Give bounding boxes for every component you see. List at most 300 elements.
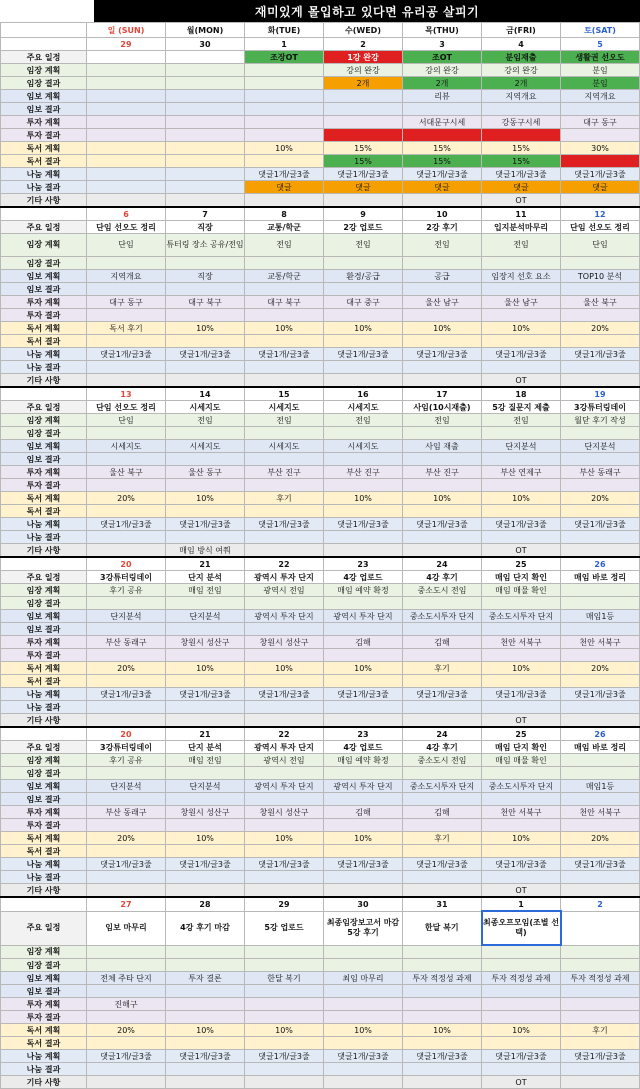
schedule-cell[interactable] — [166, 116, 245, 129]
schedule-cell[interactable] — [245, 767, 324, 780]
schedule-cell[interactable]: 광역시 투자 단지 — [324, 610, 403, 623]
schedule-cell[interactable] — [245, 361, 324, 374]
schedule-cell[interactable]: 15% — [403, 155, 482, 168]
schedule-cell[interactable]: 20% — [561, 832, 640, 845]
schedule-cell[interactable]: 댓글1개/글3줄 — [245, 518, 324, 531]
schedule-cell[interactable]: 댓글 — [561, 181, 640, 194]
schedule-cell[interactable] — [482, 257, 561, 270]
schedule-cell[interactable]: 댓글1개/글3줄 — [482, 348, 561, 361]
schedule-cell[interactable]: 댓글1개/글3줄 — [403, 348, 482, 361]
schedule-cell[interactable] — [403, 505, 482, 518]
schedule-cell[interactable] — [245, 309, 324, 322]
schedule-cell[interactable] — [403, 374, 482, 388]
schedule-cell[interactable] — [324, 1063, 403, 1076]
schedule-cell[interactable] — [166, 194, 245, 208]
schedule-cell[interactable] — [166, 1037, 245, 1050]
schedule-cell[interactable] — [166, 51, 245, 64]
schedule-cell[interactable] — [166, 427, 245, 440]
schedule-cell[interactable]: 전임 — [403, 234, 482, 257]
schedule-cell[interactable]: 대구 중구 — [324, 296, 403, 309]
schedule-cell[interactable]: 울산 북구 — [561, 296, 640, 309]
schedule-cell[interactable]: 10% — [324, 322, 403, 335]
date-cell[interactable]: 14 — [166, 387, 245, 401]
schedule-cell[interactable]: 광역시 전임 — [245, 584, 324, 597]
schedule-cell[interactable]: 임보 마무리 — [87, 911, 166, 945]
schedule-cell[interactable] — [561, 584, 640, 597]
schedule-cell[interactable] — [166, 1076, 245, 1089]
schedule-cell[interactable]: 1강 완강 — [324, 51, 403, 64]
schedule-cell[interactable]: 매임 전임 — [166, 584, 245, 597]
schedule-cell[interactable] — [245, 597, 324, 610]
schedule-cell[interactable]: 댓글1개/글3줄 — [245, 1050, 324, 1063]
schedule-cell[interactable] — [561, 819, 640, 832]
schedule-cell[interactable] — [403, 361, 482, 374]
schedule-cell[interactable] — [482, 335, 561, 348]
schedule-cell[interactable] — [482, 649, 561, 662]
schedule-cell[interactable] — [87, 1076, 166, 1089]
schedule-cell[interactable] — [87, 945, 166, 959]
schedule-cell[interactable] — [561, 374, 640, 388]
schedule-cell[interactable] — [403, 998, 482, 1011]
schedule-cell[interactable] — [87, 129, 166, 142]
schedule-cell[interactable] — [166, 129, 245, 142]
date-cell[interactable]: 1 — [482, 897, 561, 911]
schedule-cell[interactable]: 시세지도 — [324, 440, 403, 453]
date-cell[interactable]: 8 — [245, 207, 324, 221]
schedule-cell[interactable]: 울산 북구 — [87, 466, 166, 479]
schedule-cell[interactable]: 울산 남구 — [482, 296, 561, 309]
date-cell[interactable]: 23 — [324, 727, 403, 741]
schedule-cell[interactable] — [403, 129, 482, 142]
schedule-cell[interactable]: 5강 질문지 제출 — [482, 401, 561, 414]
schedule-cell[interactable] — [324, 531, 403, 544]
schedule-cell[interactable] — [87, 142, 166, 155]
schedule-cell[interactable]: 댓글1개/글3줄 — [166, 348, 245, 361]
schedule-cell[interactable] — [166, 374, 245, 388]
schedule-cell[interactable] — [324, 945, 403, 959]
schedule-cell[interactable]: 댓글 — [245, 181, 324, 194]
schedule-cell[interactable]: 최임 마무리 — [324, 972, 403, 985]
schedule-cell[interactable]: 부산 연제구 — [482, 466, 561, 479]
schedule-cell[interactable] — [245, 959, 324, 972]
schedule-cell[interactable] — [561, 194, 640, 208]
schedule-cell[interactable]: 댓글1개/글3줄 — [403, 858, 482, 871]
schedule-cell[interactable]: 투자 적정성 과제 — [482, 972, 561, 985]
schedule-cell[interactable]: 강의 완강 — [403, 64, 482, 77]
schedule-cell[interactable]: 10% — [166, 832, 245, 845]
schedule-cell[interactable]: OT — [482, 374, 561, 388]
date-cell[interactable]: 2 — [324, 38, 403, 51]
schedule-cell[interactable]: 시세지도 — [87, 440, 166, 453]
schedule-cell[interactable]: 독서 후기 — [87, 322, 166, 335]
schedule-cell[interactable]: 댓글1개/글3줄 — [324, 168, 403, 181]
schedule-cell[interactable]: 천안 서북구 — [561, 806, 640, 819]
schedule-cell[interactable]: 중소도시투자 단지 — [482, 780, 561, 793]
schedule-cell[interactable] — [403, 793, 482, 806]
schedule-cell[interactable] — [482, 361, 561, 374]
schedule-cell[interactable]: 10% — [403, 1024, 482, 1037]
schedule-cell[interactable] — [561, 754, 640, 767]
schedule-cell[interactable] — [87, 453, 166, 466]
schedule-cell[interactable]: 한달 복기 — [403, 911, 482, 945]
schedule-cell[interactable] — [482, 675, 561, 688]
schedule-cell[interactable]: 20% — [87, 492, 166, 505]
schedule-cell[interactable]: 사임(10시재출) — [403, 401, 482, 414]
schedule-cell[interactable] — [245, 479, 324, 492]
schedule-cell[interactable] — [561, 283, 640, 296]
schedule-cell[interactable] — [245, 374, 324, 388]
schedule-cell[interactable] — [245, 90, 324, 103]
schedule-cell[interactable]: 진해구 — [87, 998, 166, 1011]
schedule-cell[interactable]: 전임 — [324, 234, 403, 257]
schedule-cell[interactable] — [482, 845, 561, 858]
schedule-cell[interactable]: 10% — [166, 322, 245, 335]
schedule-cell[interactable]: 김해 — [324, 806, 403, 819]
schedule-cell[interactable]: 분임재출 — [482, 51, 561, 64]
schedule-cell[interactable]: 창원시 성산구 — [245, 806, 324, 819]
schedule-cell[interactable]: 매임 방식 여쭤 — [166, 544, 245, 558]
schedule-cell[interactable] — [87, 985, 166, 998]
schedule-cell[interactable] — [166, 1063, 245, 1076]
schedule-cell[interactable]: 단지분석 — [561, 440, 640, 453]
schedule-cell[interactable] — [87, 884, 166, 898]
schedule-cell[interactable]: 댓글1개/글3줄 — [87, 518, 166, 531]
schedule-cell[interactable]: 댓글1개/글3줄 — [324, 518, 403, 531]
schedule-cell[interactable]: 10% — [245, 662, 324, 675]
schedule-cell[interactable] — [245, 531, 324, 544]
schedule-cell[interactable] — [245, 194, 324, 208]
date-cell[interactable]: 13 — [87, 387, 166, 401]
schedule-cell[interactable] — [403, 1037, 482, 1050]
schedule-cell[interactable]: 댓글1개/글3줄 — [561, 168, 640, 181]
schedule-cell[interactable] — [245, 623, 324, 636]
schedule-cell[interactable] — [403, 309, 482, 322]
schedule-cell[interactable] — [245, 1063, 324, 1076]
schedule-cell[interactable]: 단지분석 — [87, 780, 166, 793]
schedule-cell[interactable]: 4강 후기 — [403, 571, 482, 584]
schedule-cell[interactable] — [166, 155, 245, 168]
schedule-cell[interactable]: 투자 결론 — [166, 972, 245, 985]
schedule-cell[interactable] — [482, 819, 561, 832]
schedule-cell[interactable]: 교통/학군 — [245, 270, 324, 283]
schedule-cell[interactable] — [403, 544, 482, 558]
schedule-cell[interactable]: 천안 서북구 — [482, 636, 561, 649]
schedule-cell[interactable] — [482, 427, 561, 440]
schedule-cell[interactable]: 김해 — [324, 636, 403, 649]
schedule-cell[interactable] — [245, 819, 324, 832]
schedule-cell[interactable] — [561, 257, 640, 270]
schedule-cell[interactable] — [403, 453, 482, 466]
schedule-cell[interactable]: 단임 — [87, 414, 166, 427]
schedule-cell[interactable]: 댓글1개/글3줄 — [561, 1050, 640, 1063]
schedule-cell[interactable] — [403, 649, 482, 662]
date-cell[interactable]: 12 — [561, 207, 640, 221]
schedule-cell[interactable] — [561, 1076, 640, 1089]
schedule-cell[interactable] — [324, 283, 403, 296]
schedule-cell[interactable] — [561, 945, 640, 959]
schedule-cell[interactable] — [324, 714, 403, 728]
schedule-cell[interactable]: 댓글1개/글3줄 — [561, 518, 640, 531]
date-cell[interactable]: 3 — [403, 38, 482, 51]
schedule-cell[interactable]: 매임 바로 정리 — [561, 741, 640, 754]
schedule-cell[interactable] — [245, 793, 324, 806]
schedule-cell[interactable]: 댓글1개/글3줄 — [166, 858, 245, 871]
schedule-cell[interactable]: 월닫 후기 작성 — [561, 414, 640, 427]
schedule-cell[interactable]: 댓글1개/글3줄 — [245, 168, 324, 181]
schedule-cell[interactable] — [482, 701, 561, 714]
schedule-cell[interactable]: 4강 후기 — [403, 741, 482, 754]
schedule-cell[interactable]: 4강 후기 마감 — [166, 911, 245, 945]
schedule-cell[interactable]: 튜터링 장소 공유/전임 — [166, 234, 245, 257]
date-cell[interactable]: 4 — [482, 38, 561, 51]
schedule-cell[interactable]: 최종임장보고서 마감 5강 후기 — [324, 911, 403, 945]
date-cell[interactable]: 19 — [561, 387, 640, 401]
date-cell[interactable]: 9 — [324, 207, 403, 221]
schedule-cell[interactable] — [245, 103, 324, 116]
schedule-cell[interactable]: 댓글1개/글3줄 — [324, 858, 403, 871]
schedule-cell[interactable]: 전임 — [324, 414, 403, 427]
schedule-cell[interactable] — [324, 1076, 403, 1089]
schedule-cell[interactable]: OT — [482, 194, 561, 208]
schedule-cell[interactable] — [403, 845, 482, 858]
schedule-cell[interactable]: 중소도시투자 단지 — [482, 610, 561, 623]
schedule-cell[interactable]: 댓글1개/글3줄 — [403, 688, 482, 701]
schedule-cell[interactable]: 단지분석 — [482, 440, 561, 453]
schedule-cell[interactable] — [403, 1076, 482, 1089]
schedule-cell[interactable] — [482, 1063, 561, 1076]
schedule-cell[interactable]: OT — [482, 884, 561, 898]
schedule-cell[interactable]: 댓글1개/글3줄 — [324, 348, 403, 361]
schedule-cell[interactable]: 매임 전임 — [166, 754, 245, 767]
schedule-cell[interactable]: 댓글 — [324, 181, 403, 194]
schedule-cell[interactable] — [403, 714, 482, 728]
schedule-cell[interactable]: 임장지 선호 요소 — [482, 270, 561, 283]
schedule-cell[interactable]: 댓글1개/글3줄 — [324, 1050, 403, 1063]
date-cell[interactable]: 30 — [166, 38, 245, 51]
schedule-cell[interactable] — [403, 531, 482, 544]
schedule-cell[interactable]: 시세지도 — [324, 401, 403, 414]
schedule-cell[interactable] — [166, 168, 245, 181]
schedule-cell[interactable]: 댓글1개/글3줄 — [245, 858, 324, 871]
schedule-cell[interactable] — [245, 155, 324, 168]
schedule-cell[interactable] — [403, 871, 482, 884]
schedule-cell[interactable] — [166, 142, 245, 155]
schedule-cell[interactable] — [87, 51, 166, 64]
schedule-cell[interactable] — [561, 531, 640, 544]
schedule-cell[interactable]: 매임 예약 확정 — [324, 584, 403, 597]
schedule-cell[interactable] — [245, 1011, 324, 1024]
schedule-cell[interactable]: 대구 북구 — [166, 296, 245, 309]
schedule-cell[interactable]: 후기 — [403, 832, 482, 845]
schedule-cell[interactable]: 지역개요 — [87, 270, 166, 283]
schedule-cell[interactable] — [561, 845, 640, 858]
date-cell[interactable]: 10 — [403, 207, 482, 221]
schedule-cell[interactable]: OT — [482, 714, 561, 728]
schedule-cell[interactable] — [87, 361, 166, 374]
schedule-cell[interactable] — [403, 819, 482, 832]
schedule-cell[interactable] — [87, 767, 166, 780]
schedule-cell[interactable]: 댓글1개/글3줄 — [87, 688, 166, 701]
schedule-cell[interactable]: 전임 — [245, 414, 324, 427]
schedule-cell[interactable] — [245, 998, 324, 1011]
schedule-cell[interactable]: 리뷰 — [403, 90, 482, 103]
schedule-cell[interactable] — [87, 64, 166, 77]
schedule-cell[interactable] — [245, 427, 324, 440]
schedule-cell[interactable]: 매임 바로 정리 — [561, 571, 640, 584]
schedule-cell[interactable] — [166, 959, 245, 972]
schedule-cell[interactable] — [561, 767, 640, 780]
schedule-cell[interactable] — [245, 884, 324, 898]
schedule-cell[interactable] — [482, 793, 561, 806]
schedule-cell[interactable]: 댓글1개/글3줄 — [482, 688, 561, 701]
date-cell[interactable]: 24 — [403, 557, 482, 571]
schedule-cell[interactable]: 댓글1개/글3줄 — [245, 688, 324, 701]
schedule-cell[interactable] — [324, 793, 403, 806]
date-cell[interactable]: 7 — [166, 207, 245, 221]
schedule-cell[interactable] — [245, 64, 324, 77]
schedule-cell[interactable] — [87, 335, 166, 348]
schedule-cell[interactable] — [166, 845, 245, 858]
schedule-cell[interactable]: 15% — [482, 142, 561, 155]
schedule-cell[interactable]: 댓글1개/글3줄 — [482, 168, 561, 181]
schedule-cell[interactable] — [561, 309, 640, 322]
schedule-cell[interactable]: 시세지도 — [166, 440, 245, 453]
date-cell[interactable]: 30 — [324, 897, 403, 911]
schedule-cell[interactable] — [403, 623, 482, 636]
schedule-cell[interactable] — [87, 194, 166, 208]
schedule-cell[interactable]: 단지분석 — [87, 610, 166, 623]
schedule-cell[interactable]: 부산 동래구 — [87, 806, 166, 819]
schedule-cell[interactable]: 광역시 전임 — [245, 754, 324, 767]
schedule-cell[interactable] — [482, 959, 561, 972]
schedule-cell[interactable] — [87, 505, 166, 518]
schedule-cell[interactable]: 대구 북구 — [245, 296, 324, 309]
schedule-cell[interactable]: 댓글1개/글3줄 — [482, 518, 561, 531]
schedule-cell[interactable] — [403, 194, 482, 208]
schedule-cell[interactable] — [245, 505, 324, 518]
schedule-cell[interactable]: 지역개요 — [482, 90, 561, 103]
schedule-cell[interactable]: 댓글1개/글3줄 — [166, 1050, 245, 1063]
schedule-cell[interactable] — [87, 90, 166, 103]
schedule-cell[interactable]: 10% — [166, 662, 245, 675]
schedule-cell[interactable] — [166, 675, 245, 688]
schedule-cell[interactable]: 10% — [245, 1024, 324, 1037]
schedule-cell[interactable]: 전임 — [403, 414, 482, 427]
schedule-cell[interactable] — [87, 116, 166, 129]
schedule-cell[interactable] — [166, 335, 245, 348]
schedule-cell[interactable] — [245, 675, 324, 688]
schedule-cell[interactable] — [324, 335, 403, 348]
schedule-cell[interactable]: 최종오프모임(조별 선택) — [482, 911, 561, 945]
schedule-cell[interactable] — [245, 871, 324, 884]
schedule-cell[interactable] — [561, 714, 640, 728]
schedule-cell[interactable] — [561, 103, 640, 116]
schedule-cell[interactable]: 단지분석 — [166, 610, 245, 623]
date-cell[interactable]: 5 — [561, 38, 640, 51]
schedule-cell[interactable] — [245, 116, 324, 129]
schedule-cell[interactable] — [87, 479, 166, 492]
date-cell[interactable]: 22 — [245, 557, 324, 571]
schedule-cell[interactable] — [403, 1011, 482, 1024]
schedule-cell[interactable] — [87, 871, 166, 884]
schedule-cell[interactable]: 강의 완강 — [324, 64, 403, 77]
schedule-cell[interactable]: 20% — [561, 322, 640, 335]
schedule-cell[interactable]: 단임 — [87, 234, 166, 257]
schedule-cell[interactable]: 10% — [166, 492, 245, 505]
date-cell[interactable]: 26 — [561, 727, 640, 741]
schedule-cell[interactable] — [166, 871, 245, 884]
schedule-cell[interactable] — [324, 257, 403, 270]
schedule-cell[interactable]: 울산 동구 — [166, 466, 245, 479]
schedule-cell[interactable]: 댓글1개/글3줄 — [403, 168, 482, 181]
schedule-cell[interactable] — [166, 985, 245, 998]
schedule-cell[interactable]: 창원시 성산구 — [245, 636, 324, 649]
schedule-cell[interactable] — [166, 767, 245, 780]
schedule-cell[interactable] — [561, 361, 640, 374]
schedule-cell[interactable]: 투자 적정성 과제 — [403, 972, 482, 985]
schedule-cell[interactable] — [324, 479, 403, 492]
schedule-cell[interactable] — [166, 597, 245, 610]
schedule-cell[interactable] — [166, 701, 245, 714]
schedule-cell[interactable]: 댓글1개/글3줄 — [166, 688, 245, 701]
schedule-cell[interactable]: 조OT — [403, 51, 482, 64]
schedule-cell[interactable] — [324, 129, 403, 142]
schedule-cell[interactable] — [561, 453, 640, 466]
schedule-cell[interactable] — [87, 845, 166, 858]
schedule-cell[interactable] — [482, 129, 561, 142]
schedule-cell[interactable] — [482, 1011, 561, 1024]
schedule-cell[interactable] — [245, 129, 324, 142]
schedule-cell[interactable]: 단임 선오도 정리 — [87, 221, 166, 234]
schedule-cell[interactable] — [87, 103, 166, 116]
schedule-cell[interactable]: 사임 재출 — [403, 440, 482, 453]
schedule-cell[interactable] — [166, 945, 245, 959]
schedule-cell[interactable]: 2개 — [482, 77, 561, 90]
schedule-cell[interactable] — [561, 793, 640, 806]
schedule-cell[interactable] — [87, 257, 166, 270]
schedule-cell[interactable]: 부산 진구 — [245, 466, 324, 479]
schedule-cell[interactable] — [561, 544, 640, 558]
schedule-cell[interactable] — [87, 374, 166, 388]
schedule-cell[interactable]: 10% — [324, 1024, 403, 1037]
schedule-cell[interactable] — [245, 985, 324, 998]
schedule-cell[interactable] — [87, 155, 166, 168]
schedule-cell[interactable] — [166, 998, 245, 1011]
schedule-cell[interactable]: 대구 동구 — [87, 296, 166, 309]
schedule-cell[interactable]: 10% — [324, 832, 403, 845]
date-cell[interactable]: 25 — [482, 557, 561, 571]
schedule-cell[interactable]: 전임 — [245, 234, 324, 257]
schedule-cell[interactable]: 매임 매물 확인 — [482, 754, 561, 767]
date-cell[interactable]: 25 — [482, 727, 561, 741]
date-cell[interactable]: 23 — [324, 557, 403, 571]
schedule-cell[interactable] — [403, 701, 482, 714]
schedule-cell[interactable]: 15% — [482, 155, 561, 168]
schedule-cell[interactable] — [87, 1037, 166, 1050]
schedule-cell[interactable] — [324, 675, 403, 688]
schedule-cell[interactable] — [561, 427, 640, 440]
schedule-cell[interactable] — [482, 1037, 561, 1050]
schedule-cell[interactable]: 20% — [87, 832, 166, 845]
schedule-cell[interactable]: 부산 동래구 — [561, 466, 640, 479]
date-cell[interactable]: 31 — [403, 897, 482, 911]
schedule-cell[interactable]: 3강튜터링데이 — [561, 401, 640, 414]
schedule-cell[interactable] — [482, 453, 561, 466]
schedule-cell[interactable]: 대구 동구 — [561, 116, 640, 129]
schedule-cell[interactable]: 천안 서북구 — [561, 636, 640, 649]
schedule-cell[interactable] — [166, 531, 245, 544]
schedule-cell[interactable]: 단지 분석 — [166, 571, 245, 584]
